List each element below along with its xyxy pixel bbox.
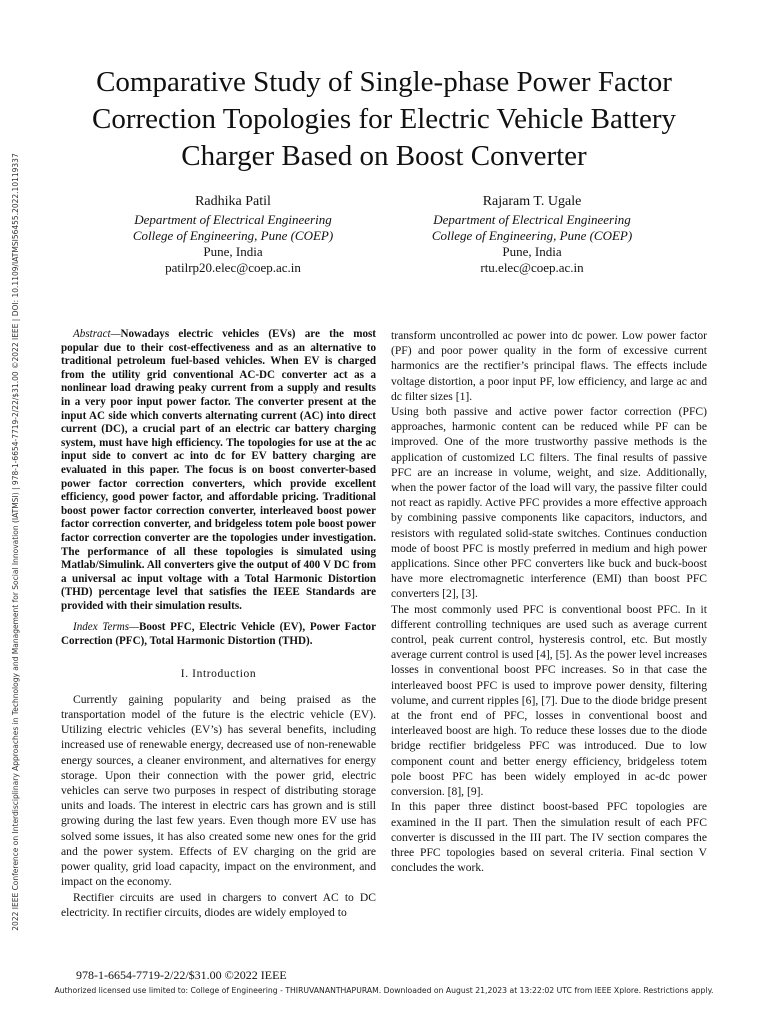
author-block-1 (83, 192, 383, 276)
left-column (61, 328, 376, 920)
section-heading: I. Introduction (180, 667, 257, 680)
author-block-2 (382, 192, 682, 276)
author-department: Department of Electrical Engineering (433, 212, 631, 227)
abstract-label: Abstract— (73, 328, 121, 340)
paragraph: Using both passive and active power factor correction (PFC) approaches, harmonic content can be reduced while PF can be improved. One of the more trustworthy passive methods is the application of customized LC filters. The final results of passive PFC are an increase in volume, weight, and size. Additionally, when the power factor of the load will vary, the passive filter could not react as rapidly. Active PFC provides a more effective approach by combining passive components like capacitors, inductors, and resistors with regulated solid-state switches. Continues conduction mode of boost PFC is mostly preferred in medium and high power applications. Since other PFC converters like buck and buck-boost have more electromagnetic interference (EMI) than boost PFC converters [2], [3]. (391, 405, 707, 601)
paragraph: transform uncontrolled ac power into dc power. Low power factor (PF) and poor power quality in the form of excessive current harmonics are the rectifier’s principal flaws. The effects include voltage distortion, a poor input PF, low efficiency, and large ac and dc filter sizes [1]. (391, 329, 707, 403)
paragraph: Rectifier circuits are used in chargers to convert AC to DC electricity. In rectifier circuits, diodes are widely employed to (61, 890, 376, 919)
author-place: Pune, India (502, 244, 562, 259)
doi-sidebar: 2022 IEEE Conference on Interdisciplinary Approaches in Technology and Management for Social Innovation (IATMSI) | 978-1-6654-7719-2/22/$31.00 ©2022 IEEE | DOI: 10.1109/IATMSI56455.2022.10119337 (11, 153, 20, 931)
abstract (61, 328, 376, 613)
paragraph: In this paper three distinct boost-based PFC topologies are examined in the II part. Then the simulation result of each PFC converter is discussed in the III part. The IV section compares the three PFC topologies based on several criteria. Final section V concludes the work. (391, 800, 707, 875)
author-place: Pune, India (203, 244, 263, 259)
author-email[interactable]: rtu.elec@coep.ac.in (480, 260, 584, 275)
index-terms-text: Boost PFC, Electric Vehicle (EV), Power Factor Correction (PFC), Total Harmonic Distortion (THD). (61, 621, 376, 648)
footer-license: Authorized licensed use limited to: College of Engineering - THIRUVANANTHAPURAM. Downloaded on August 21,2023 at 13:22:02 UTC from IEEE Xplore. Restrictions apply. (54, 986, 714, 995)
author-college: College of Engineering, Pune (COEP) (431, 228, 633, 243)
paper-title: Comparative Study of Single-phase Power Factor Correction Topologies for Electric Vehicle Battery Charger Based on Boost Converter (92, 66, 676, 172)
index-terms-label: Index Terms— (73, 621, 139, 634)
paragraph: Currently gaining popularity and being praised as the transportation model of the future is the electric vehicle (EV). Utilizing electric vehicles (EV’s) has several benefits, including increased use of renewable energy, decreased use of non-renewable energy sources, a cleaner environment, and alternatives for energy storage. Upon their connection with the power grid, electric vehicles can serve two purposes in respect of distributing storage units and loads. The interest in electric cars has grown and is still growing during the last few years. Even though more EV use has solved some issues, it has also created some new ones for the grid and the power system. Effects of EV charging on the grid are power quality, grid load capacity, impact on the environment, and impact on the economy. (61, 692, 376, 889)
footer-price: 978-1-6654-7719-2/22/$31.00 ©2022 IEEE (76, 968, 287, 982)
author-name: Rajaram T. Ugale (482, 194, 582, 209)
author-college: College of Engineering, Pune (COEP) (132, 228, 334, 243)
paragraph: The most commonly used PFC is conventional boost PFC. In it different controlling techniques are used such as average current control, peak current control, hysteresis control, etc. But mostly average current control is used [4], [5]. As the power level increases losses in conventional boost PFC increases. So in that case the interleaved boost PFC is used to improve power density, filtering volume, and current ripples [6], [7]. Due to the diode bridge present at the front end of PFC, losses in conventional boost and interleaved boost are high. To reduce these losses due to the diode bridge rectifier bridgeless PFC was introduced. Due to low component count and better energy efficiency, bridgeless totem pole boost PFC has been widely employed in ac-dc power conversion. [8], [9]. (391, 602, 707, 799)
index-terms (61, 621, 376, 648)
author-name: Radhika Patil (195, 194, 271, 209)
author-email[interactable]: patilrp20.elec@coep.ac.in (165, 260, 301, 275)
author-department: Department of Electrical Engineering (134, 212, 332, 227)
right-column (391, 328, 707, 875)
abstract-text: Nowadays electric vehicles (EVs) are the most popular due to their cost-effectiveness and as an alternative to traditional petroleum fuel-based vehicles. When EV is charged from the utility grid conventional AC-DC converter act as a nonlinear load drawing peaky current from a supply and results in a very poor input power factor. The converter present at the input AC side which converts alternating current (AC) into direct current (DC), a crucial part of an electric car battery charging system, must have high efficiency. The topologies for use at the ac input side to convert ac into dc for EV battery charging are evaluated in this paper. The focus is on boost converter-based power factor correction converters, which provide excellent efficiency, good power factor, and affordable pricing. Traditional boost power factor correction converter, interleaved boost power factor correction converter, and bridgeless totem pole boost power factor correction converter are the topologies under investigation. The performance of all these topologies is simulated using Matlab/Simulink. All converters give the output of 400 V DC from a universal ac input voltage with a Total Harmonic Distortion (THD) percentage level that satisfies the IEEE Standards are provided with their simulation results. (61, 328, 376, 612)
